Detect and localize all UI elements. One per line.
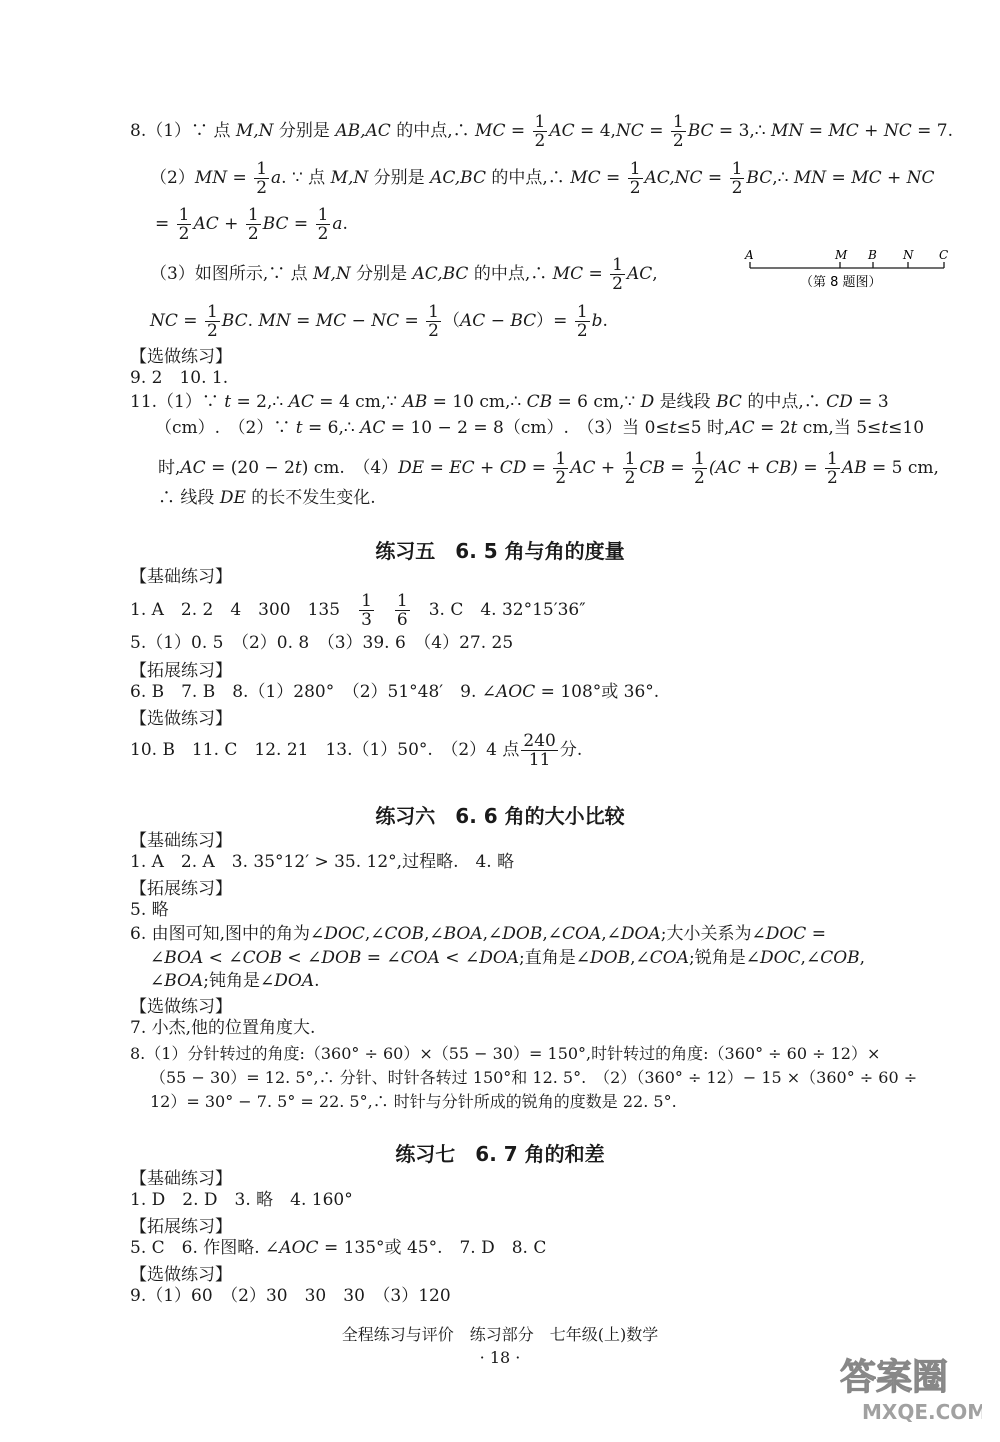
p8-line1: 8.（1）∵ 点 M,N 分别是 AB,AC 的中点,∴ MC = $\frac{1}{2}$ AC = 4,NC = $\frac{1}{2}$ BC = 3,∴ MN = MC + NC = 7.: [130, 112, 953, 151]
fraction: $\frac{1}{2}$: [693, 449, 705, 488]
svg-text:MXQE.COM: MXQE.COM: [862, 1400, 982, 1424]
s5-line1: 1. A 2. 2 4 300 135 $\frac{1}{3}$ $\frac{1}{6}$ 3. C 4. 32°15′36″: [130, 591, 586, 630]
section-header: 【选做练习】: [130, 709, 232, 729]
section-header: 【拓展练习】: [130, 1217, 232, 1237]
p8-line3: = $\frac{1}{2}$ AC + $\frac{1}{2}$ BC = $\frac{1}{2}$ a.: [155, 205, 348, 244]
s6-line4: ∠BOA < ∠COB < ∠DOB = ∠COA < ∠DOA;直角是∠DOB,∠COA;锐角是∠DOC,∠COB,: [150, 948, 866, 968]
fraction: $\frac{1}{2}$: [731, 159, 743, 198]
svg-text:答案圈: 答案圈: [840, 1357, 949, 1398]
s6-line7: 8.（1）分针转过的角度:（360° ÷ 60）×（55 − 30）= 150°,时针转过的角度:（360° ÷ 60 ÷ 12）×: [130, 1044, 881, 1063]
section-header: 【拓展练习】: [130, 661, 232, 681]
label-c: C: [939, 248, 949, 262]
fraction: $\frac{1}{2}$: [576, 302, 588, 341]
s7-line3: 9.（1）60 （2）30 30 30 （3）120: [130, 1286, 451, 1306]
s7-line2: 5. C 6. 作图略. ∠AOC = 135°或 45°. 7. D 8. C: [130, 1238, 547, 1258]
fraction: $\frac{1}{2}$: [428, 302, 439, 341]
segment-diagram: [740, 246, 952, 296]
s6-line9: 12）= 30° − 7. 5° = 22. 5°,∴ 时针与分针所成的锐角的度数是 22. 5°.: [150, 1092, 677, 1111]
s6-line6: 7. 小杰,他的位置角度大.: [130, 1018, 316, 1038]
book-footer: 全程练习与评价 练习部分 七年级(上)数学: [341, 1325, 659, 1344]
section-header: 【选做练习】: [130, 997, 232, 1017]
fraction: $\frac{1}{2}$: [206, 302, 218, 341]
s5-line3: 6. B 7. B 8.（1）280° （2）51°48′ 9. ∠AOC = 108°或 36°.: [130, 682, 660, 702]
label-m: M: [835, 248, 848, 262]
answer-line: 9. 2 10. 1.: [130, 368, 229, 388]
label-a: A: [745, 248, 754, 262]
segment-figure: [740, 246, 952, 296]
label-n: N: [903, 248, 914, 262]
fraction: $\frac{240}{11}$: [523, 731, 556, 770]
fraction: $\frac{1}{2}$: [826, 449, 838, 488]
fraction: $\frac{1}{2}$: [672, 112, 684, 151]
section-header: 【基础练习】: [130, 1169, 232, 1189]
section-title-6: 练习六 6. 6 角的大小比较: [375, 804, 625, 828]
s6-line1: 1. A 2. A 3. 35°12′ > 35. 12°,过程略. 4. 略: [130, 852, 515, 872]
fraction: $\frac{1}{6}$: [396, 591, 408, 630]
section-title-5: 练习五 6. 5 角与角的度量: [375, 539, 625, 563]
p8-line4: （3）如图所示,∵ 点 M,N 分别是 AC,BC 的中点,∴ MC = $\frac{1}{2}$ AC,: [150, 255, 658, 294]
section-header: 【基础练习】: [130, 567, 232, 587]
watermark-icon: [832, 1347, 982, 1427]
p11-line3: 时,AC = (20 − 2t) cm. （4）DE = EC + CD = $\frac{1}{2}$ AC + $\frac{1}{2}$ CB = $\frac{1}{2}$ (AC + CB) = $\frac{1}{2}$ AB = 5 cm,: [158, 449, 939, 488]
s6-line2: 5. 略: [130, 900, 169, 920]
p8-line2: （2）MN = $\frac{1}{2}$ a. ∵ 点 M,N 分别是 AC,BC 的中点,∴ MC = $\frac{1}{2}$ AC,NC = $\frac{1}{2}$ BC,∴ MN = MC + NC: [150, 159, 935, 198]
fraction: $\frac{1}{2}$: [178, 205, 190, 244]
p11-line2: （cm）. （2）∵ t = 6,∴ AC = 10 − 2 = 8（cm）. （3）当 0≤t≤5 时,AC = 2t cm,当 5≤t≤10: [155, 418, 925, 438]
section-header: 【选做练习】: [130, 1265, 232, 1285]
s6-line3: 6. 由图可知,图中的角为∠DOC,∠COB,∠BOA,∠DOB,∠COA,∠DOA;大小关系为∠DOC =: [130, 924, 826, 944]
s6-line8: （55 − 30）= 12. 5°,∴ 分针、时针各转过 150°和 12. 5°. （2）（360° ÷ 12）− 15 ×（360° ÷ 60 ÷: [150, 1068, 918, 1087]
s5-line4: 10. B 11. C 12. 21 13.（1）50°. （2）4 点 $\frac{240}{11}$ 分.: [130, 731, 583, 770]
p11-line1: 11.（1）∵ t = 2,∴ AC = 4 cm,∵ AB = 10 cm,∴ CB = 6 cm,∵ D 是线段 BC 的中点,∴ CD = 3: [130, 392, 889, 412]
fraction: $\frac{1}{3}$: [361, 591, 372, 630]
s6-line5: ∠BOA;钝角是∠DOA.: [150, 971, 320, 991]
section-header: 【选做练习】: [130, 347, 232, 367]
s5-line2: 5.（1）0. 5 （2）0. 8 （3）39. 6 （4）27. 25: [130, 633, 514, 653]
watermark-logo: [832, 1347, 982, 1432]
fraction: $\frac{1}{2}$: [612, 255, 623, 294]
p11-line4: ∴ 线段 DE 的长不发生变化.: [158, 488, 376, 508]
fraction: $\frac{1}{2}$: [317, 205, 329, 244]
figure-caption: （第 8 题图）: [800, 275, 882, 290]
fraction: $\frac{1}{2}$: [247, 205, 259, 244]
s7-line1: 1. D 2. D 3. 略 4. 160°: [130, 1190, 353, 1210]
fraction: $\frac{1}{2}$: [624, 449, 636, 488]
section-header: 【基础练习】: [130, 831, 232, 851]
fraction: $\frac{1}{2}$: [534, 112, 546, 151]
p8-line5: NC = $\frac{1}{2}$ BC. MN = MC − NC = $\frac{1}{2}$ （AC − BC）= $\frac{1}{2}$ b.: [150, 302, 608, 341]
label-b: B: [868, 248, 877, 262]
fraction: $\frac{1}{2}$: [629, 159, 641, 198]
page-number: · 18 ·: [479, 1348, 521, 1367]
section-header: 【拓展练习】: [130, 879, 232, 899]
fraction: $\frac{1}{2}$: [555, 449, 567, 488]
fraction: $\frac{1}{2}$: [256, 159, 268, 198]
section-title-7: 练习七 6. 7 角的和差: [395, 1142, 605, 1166]
